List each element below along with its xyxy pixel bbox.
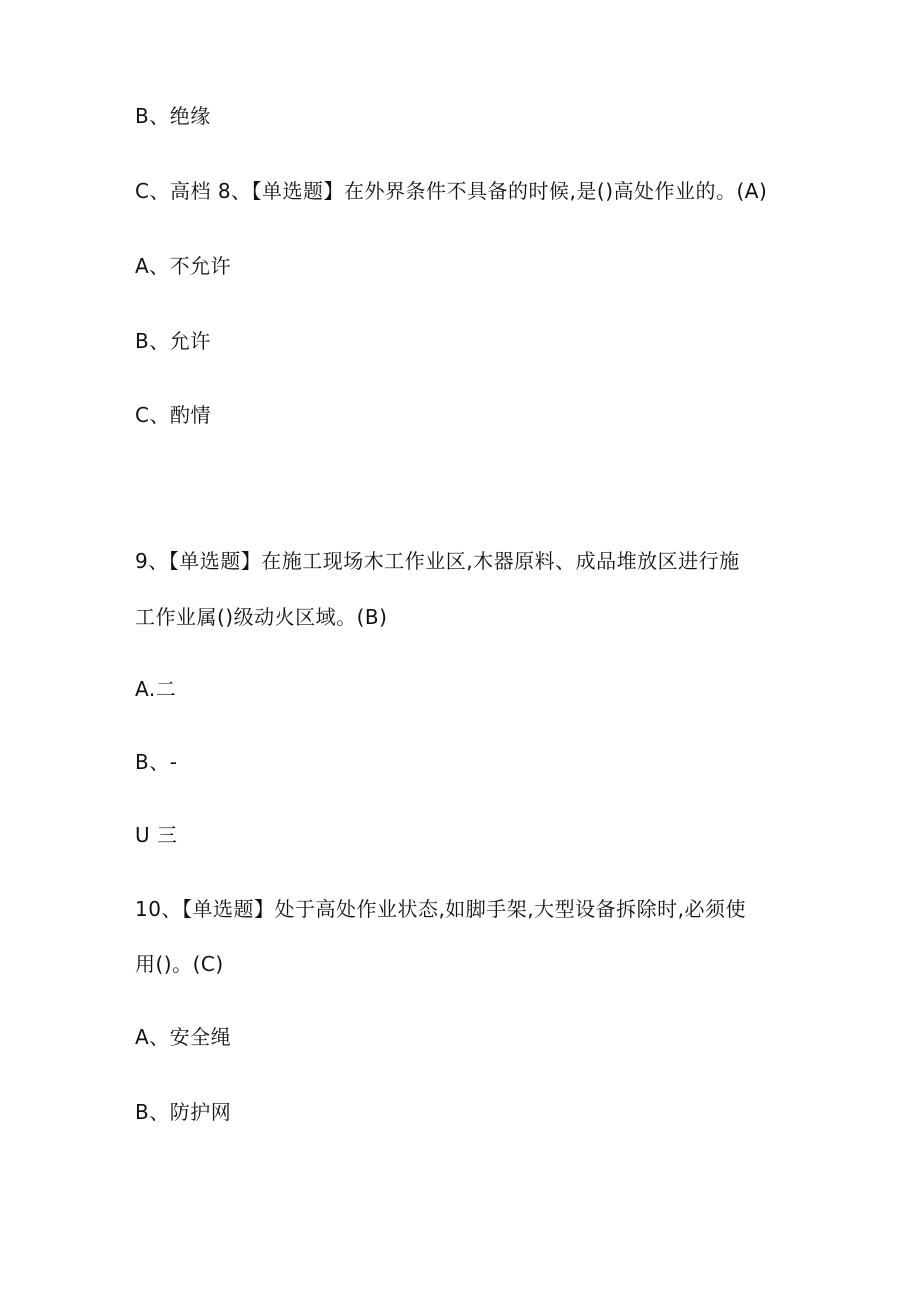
q8-option-a: A、不允许 — [135, 254, 232, 278]
q9-stem-line2: 工作业属()级动火区域。(B) — [135, 605, 388, 629]
q10-option-b: B、防护网 — [135, 1100, 232, 1124]
q10-option-a: A、安全绳 — [135, 1025, 232, 1049]
q8-option-b: B、允许 — [135, 329, 211, 353]
q9-option-a: A.二 — [135, 677, 177, 701]
q7-option-b: B、绝缘 — [135, 104, 211, 128]
q10-stem-line1: 10、【单选题】处于高处作业状态,如脚手架,大型设备拆除时,必须使 — [135, 897, 747, 921]
q8-option-c: C、酌情 — [135, 403, 211, 427]
q9-option-b: B、- — [135, 750, 178, 774]
q9-stem-line1: 9、【单选题】在施工现场木工作业区,木器原料、成品堆放区进行施 — [135, 549, 740, 573]
q9-option-c: U 三 — [135, 823, 178, 847]
q10-stem-line2: 用()。(C) — [135, 952, 224, 976]
q7-option-c-q8-stem: C、高档 8、【单选题】在外界条件不具备的时候,是()高处作业的。(A) — [135, 179, 768, 203]
